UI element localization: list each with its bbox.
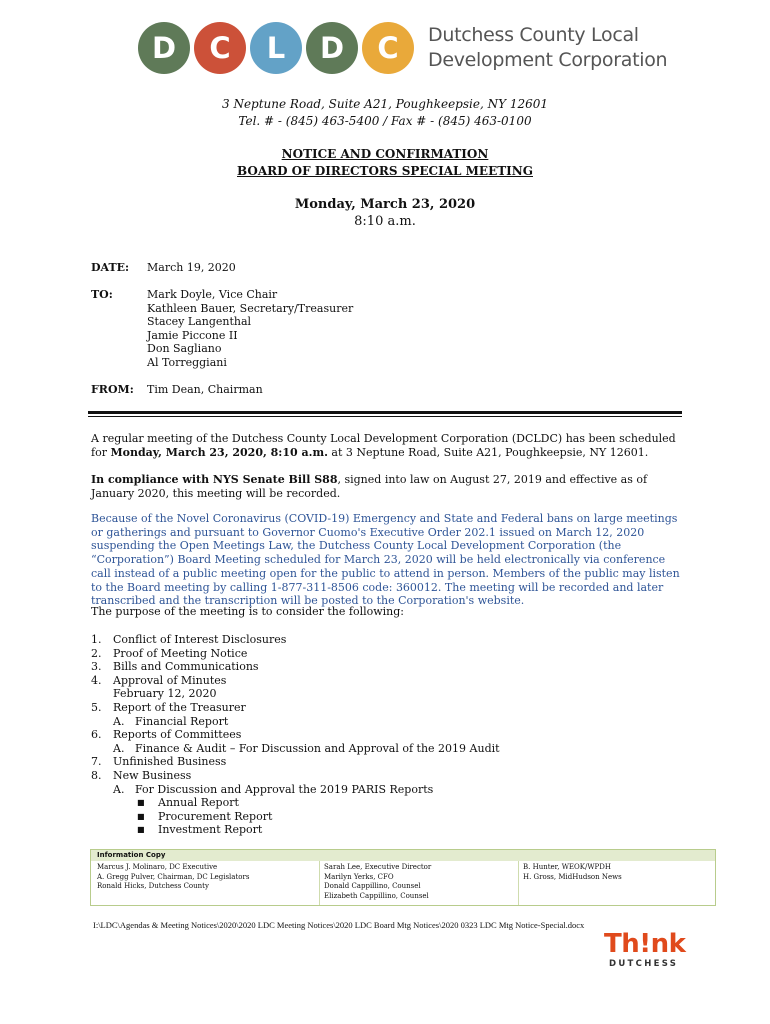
item-number: 4. [91,673,102,687]
agenda-subitem [91,687,681,701]
item-subtext: Financial Report [135,714,229,728]
logo-circle-l: L [250,22,302,74]
info-copy-heading [91,850,715,861]
p1-text-a: A regular meeting of the Dutchess County Local Development Corporation (DCLDC) has been scheduled for [91,432,676,459]
meeting-datetime [0,196,770,230]
agenda-bullet-item [91,810,681,824]
file-path-footer: I:\LDC\Agendas & Meeting Notices\2020\2020 LDC Meeting Notices\2020 LDC Board Mtg Notices\2020 0323 LDC Mtg Notice-Special.docx [93,920,585,930]
agenda-list [91,633,681,837]
item-subtext: February 12, 2020 [113,687,217,701]
info-copy-heading-text: Information Copy [97,851,166,859]
bullet-text: Annual Report [158,796,239,810]
meeting-day: Monday, March 23, 2020 [294,197,476,212]
date-value: March 19, 2020 [147,261,236,274]
recipient: Al Torreggiani [147,355,227,369]
item-subtext: For Discussion and Approval the 2019 PARIS Reports [135,782,434,796]
item-text: Conflict of Interest Disclosures [113,633,287,646]
address-block [0,96,770,130]
item-number: 6. [91,728,102,742]
information-copy-box [90,849,716,906]
think-dutchess-logo-bottom: DUTCHESS [609,959,679,969]
agenda-item [91,647,681,661]
info-copy-col3 [523,863,622,882]
agenda-subitem [91,742,681,756]
item-text: Report of the Treasurer [113,700,246,714]
agenda-item [91,633,681,647]
paragraph-covid-notice: Because of the Novel Coronavirus (COVID-19) Emergency and State and Federal bans on large meetings or gatherings and pursuant to Governor Cuomo's Executive Order 202.1 issued on March 12, 2020 suspending the Open Meetings Law, the Dutchess County Local Development Corporation (the “Corporation”) Board Meeting scheduled for March 23, 2020 will be held electronically via conference call instead of a public meeting open for the public to attend in person. Members of the public may listen to the Board meeting by calling 1-877-311-8506 code: 360012. The meeting will be recorded and later transcribed and the transcription will be posted to the Corporation's website. [91,512,680,608]
info-copy-col1 [97,863,249,892]
agenda-item [91,769,681,783]
bullet-text: Procurement Report [158,809,273,823]
recipient: Jamie Piccone II [147,328,238,342]
notice-title [0,146,770,180]
item-text: Unfinished Business [113,755,227,769]
cc-recipient: A. Gregg Pulver, Chairman, DC Legislators [97,872,250,881]
item-text: New Business [113,768,192,782]
p2-bold: In compliance with NYS Senate Bill S88 [91,473,338,486]
meeting-time: 8:10 a.m. [354,214,416,229]
cc-recipient: Donald Cappillino, Counsel [324,882,421,891]
item-number: 7. [91,755,102,769]
sub-letter: A. [113,782,125,796]
to-recipients [147,288,353,370]
recipient: Don Sagliano [147,342,222,356]
cc-recipient: Sarah Lee, Executive Director [324,863,432,871]
item-text: Approval of Minutes [113,673,227,687]
agenda-subitem [91,715,681,729]
column-divider [518,861,519,905]
p2-text: , signed into law on August 27, 2019 and effective as of January 2020, this meeting will be recorded. [91,473,648,500]
cc-recipient: Ronald Hicks, Dutchess County [97,882,209,891]
bullet-icon: ■ [137,825,145,835]
cc-recipient: H. Gross, MidHudson News [523,872,622,881]
to-label: TO: [91,288,113,301]
item-number: 2. [91,646,102,660]
phone-fax-line: Tel. # - (845) 463-5400 / Fax # - (845) 463-0100 [238,114,532,128]
cc-recipient: Marcus J. Molinaro, DC Executive [97,863,218,871]
item-number: 1. [91,633,102,646]
org-name-line1: Dutchess County Local [428,24,639,46]
cc-recipient: B. Hunter, WEOK/WPDH [523,863,611,871]
from-value: Tim Dean, Chairman [147,383,263,396]
column-divider [319,861,320,905]
from-label: FROM: [91,383,134,396]
paragraph-senate-bill [91,473,681,500]
item-number: 3. [91,660,102,674]
address-line: 3 Neptune Road, Suite A21, Poughkeepsie, NY 12601 [222,97,548,111]
item-number: 5. [91,700,102,714]
think-dutchess-logo-top: Th!nk [604,929,686,959]
info-copy-col2 [324,863,431,901]
cc-recipient: Elizabeth Cappillino, Counsel [324,891,429,900]
bullet-icon: ■ [137,798,145,808]
p1-bold-date: Monday, March 23, 2020, 8:10 a.m. [110,445,328,459]
paragraph-purpose: The purpose of the meeting is to consider the following: [91,605,405,618]
cc-recipient: Marilyn Yerks, CFO [324,872,394,881]
item-subtext: Finance & Audit – For Discussion and Approval of the 2019 Audit [135,741,500,755]
sub-letter: A. [113,714,125,728]
sub-letter: A. [113,741,125,755]
date-label: DATE: [91,261,130,274]
divider-thin [88,416,682,417]
org-name-line2: Development Corporation [428,49,668,71]
logo-circle-d2: D [306,22,358,74]
agenda-bullet-item [91,823,681,837]
agenda-item [91,660,681,674]
agenda-item [91,728,681,742]
paragraph-meeting-scheduled [91,432,681,459]
agenda-item [91,755,681,769]
title-line1: NOTICE AND CONFIRMATION [281,147,489,161]
agenda-item [91,701,681,715]
agenda-item [91,674,681,688]
logo-circle-c2: C [362,22,414,74]
bullet-text: Investment Report [158,823,263,837]
logo-circle-c1: C [194,22,246,74]
bullet-icon: ■ [137,811,145,821]
agenda-bullet-item [91,796,681,810]
p1-text-c: at 3 Neptune Road, Suite A21, Poughkeepsie, NY 12601. [327,445,649,459]
item-text: Reports of Committees [113,728,242,742]
agenda-subitem [91,783,681,797]
organization-name [428,23,667,73]
title-line2: BOARD OF DIRECTORS SPECIAL MEETING [237,164,533,178]
dcldc-logo [138,21,667,75]
recipient: Kathleen Bauer, Secretary/Treasurer [147,301,354,315]
item-number: 8. [91,768,102,782]
recipient: Mark Doyle, Vice Chair [147,288,278,301]
divider-thick [88,411,682,414]
item-text: Proof of Meeting Notice [113,646,248,660]
recipient: Stacey Langenthal [147,315,252,329]
item-text: Bills and Communications [113,660,259,674]
logo-circle-d1: D [138,22,190,74]
